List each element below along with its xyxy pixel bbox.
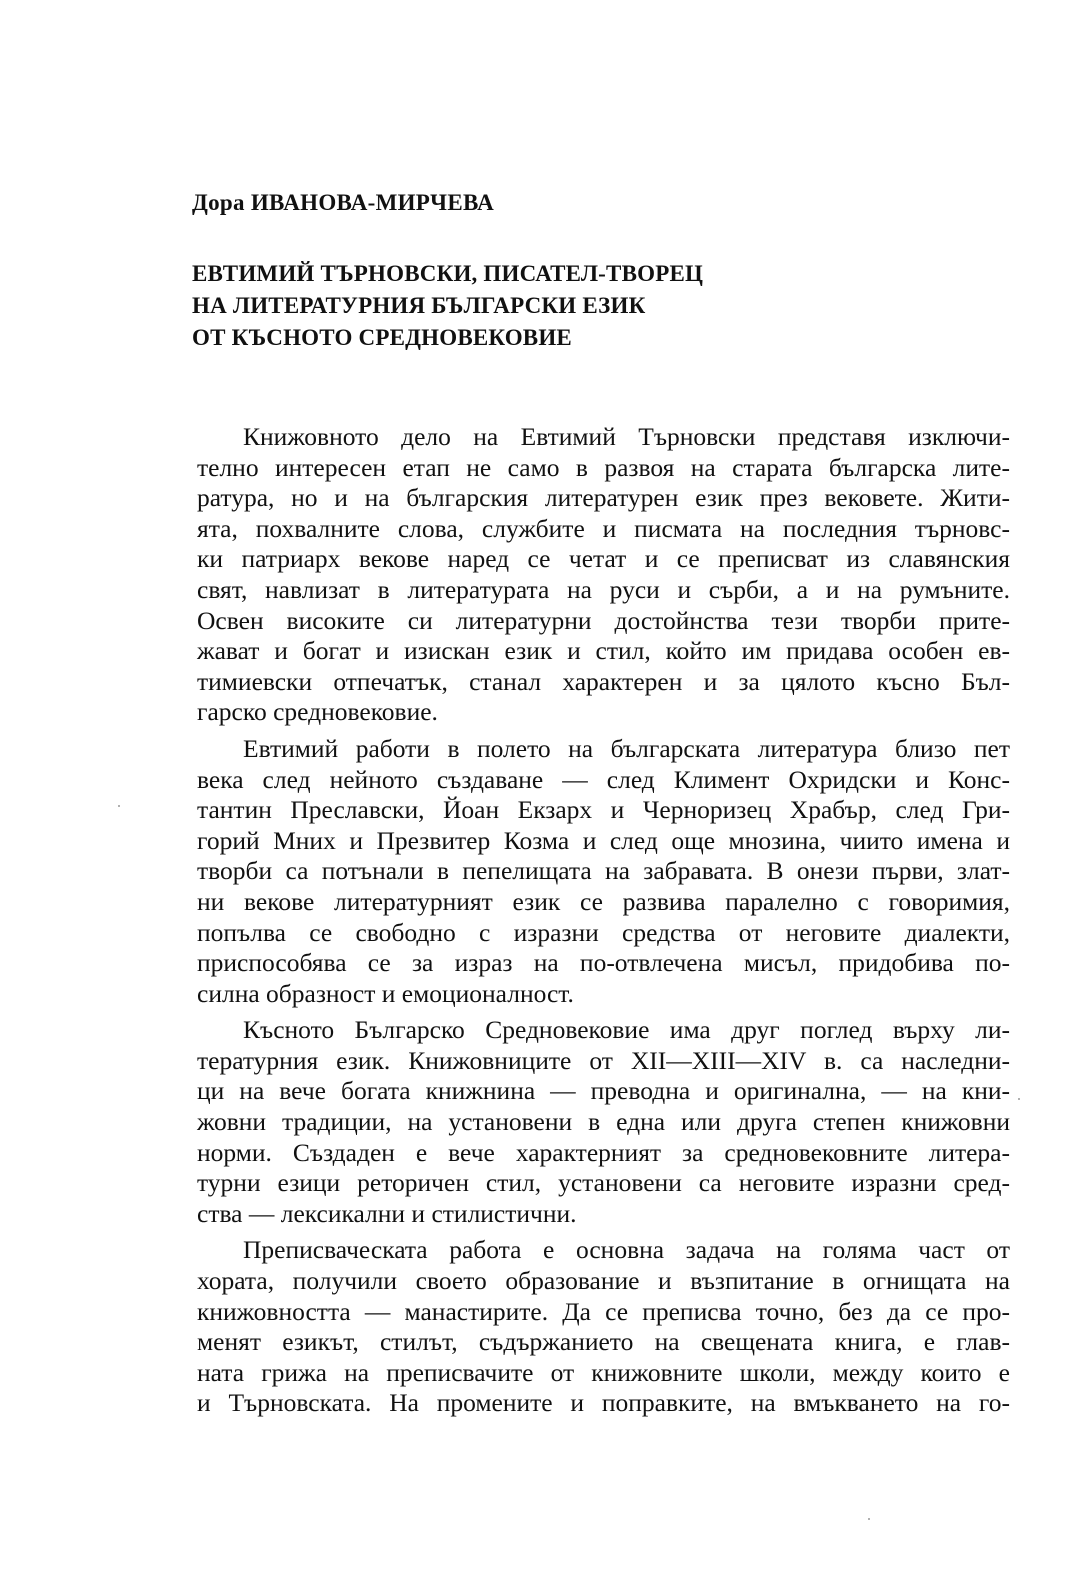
text-line: ната грижа на преписвачите от книжовните школи, между които е bbox=[197, 1357, 1010, 1387]
paragraph bbox=[197, 422, 1010, 728]
author-name: Дора ИВАНОВА-МИРЧЕВА bbox=[192, 190, 495, 215]
text-line: ратура, но и на българския литературен език през вековете. Жити- bbox=[197, 483, 1010, 513]
text-line: ята, похвалните слова, службите и писмата на последния търновс- bbox=[197, 513, 1010, 543]
text-line: тимиевски отпечатък, станал характерен и за цялото късно Бъл- bbox=[197, 666, 1010, 696]
scan-speck bbox=[868, 1518, 870, 1520]
title-line: ЕВТИМИЙ ТЪРНОВСКИ, ПИСАТЕЛ-ТВОРЕЦ bbox=[192, 261, 704, 286]
text-line: турни езици реторичен стил, установени са неговите изразни сред- bbox=[197, 1168, 1010, 1198]
paragraph bbox=[197, 1015, 1010, 1229]
text-line: жовни традиции, на установени в една или друга степен книжовни bbox=[197, 1107, 1010, 1137]
paragraph bbox=[197, 1235, 1010, 1419]
text-line: телно интересен етап не само в развоя на старата българска лите- bbox=[197, 452, 1010, 482]
paragraph bbox=[197, 734, 1010, 1009]
text-line: тантин Преславски, Йоан Екзарх и Черноризец Храбър, след Гри- bbox=[197, 795, 1010, 825]
text-line: жават и богат и изискан език и стил, който им придава особен ев- bbox=[197, 636, 1010, 666]
text-line: Евтимий работи в полето на българската литература близо пет bbox=[243, 733, 1010, 763]
text-line: норми. Създаден е вече характерният за средновековните литера- bbox=[197, 1137, 1010, 1167]
text-line: ни векове литературният език се развива паралелно с говоримия, bbox=[197, 886, 1010, 916]
title-line: НА ЛИТЕРАТУРНИЯ БЪЛГАРСКИ ЕЗИК bbox=[192, 293, 646, 318]
text-line: Преписваческата работа е основна задача на голяма част от bbox=[243, 1235, 1010, 1265]
article-title bbox=[192, 258, 892, 354]
text-line: творби са потънали в пепелищата на забравата. В онези първи, злат- bbox=[197, 856, 1010, 886]
title-line: ОТ КЪСНОТО СРЕДНОВЕКОВИЕ bbox=[192, 325, 572, 350]
text-line: тературния език. Книжовниците от XII—XIII—XIV в. са наследни- bbox=[197, 1045, 1010, 1075]
text-line: книжовността — манастирите. Да се преписва точно, без да се про- bbox=[197, 1296, 1010, 1326]
scan-speck bbox=[118, 805, 120, 807]
text-line: и Търновската. На промените и поправките, на вмъкването на го- bbox=[197, 1388, 1010, 1418]
text-line: Освен високите си литературни достойнства тези творби прите- bbox=[197, 605, 1010, 635]
text-line: ства — лексикални и стилистични. bbox=[197, 1198, 577, 1228]
article-body bbox=[197, 422, 1010, 1419]
scan-speck bbox=[1018, 1098, 1020, 1100]
text-line: хората, получили своето образование и възпитание в огнищата на bbox=[197, 1266, 1010, 1296]
text-line: свят, навлизат в литературата на руси и сърби, а и на румъните. bbox=[197, 574, 1010, 604]
text-line: ки патриарх векове наред се четат и се преписват из славянския bbox=[197, 544, 1010, 574]
text-line: силна образност и емоционалност. bbox=[197, 978, 574, 1008]
text-line: приспособява се за израз на по-отвлечена мисъл, придобива по- bbox=[197, 948, 1010, 978]
text-line: Книжовното дело на Евтимий Търновски представя изключи- bbox=[243, 422, 1010, 451]
text-line: века след нейното създаване — след Климент Охридски и Конс- bbox=[197, 764, 1010, 794]
text-line: горий Мних и Презвитер Козма и след още мнозина, чиито имена и bbox=[197, 825, 1010, 855]
text-line: ци на вече богата книжнина — преводна и оригинална, — на кни- bbox=[197, 1076, 1010, 1106]
text-line: попълва се свободно с изразни средства от неговите диалекти, bbox=[197, 917, 1010, 947]
text-line: гарско средновековие. bbox=[197, 697, 438, 727]
text-line: Късното Българско Средновековие има друг поглед върху ли- bbox=[243, 1015, 1010, 1045]
text-line: менят езикът, стилът, съдържанието на свещената книга, е глав- bbox=[197, 1327, 1010, 1357]
